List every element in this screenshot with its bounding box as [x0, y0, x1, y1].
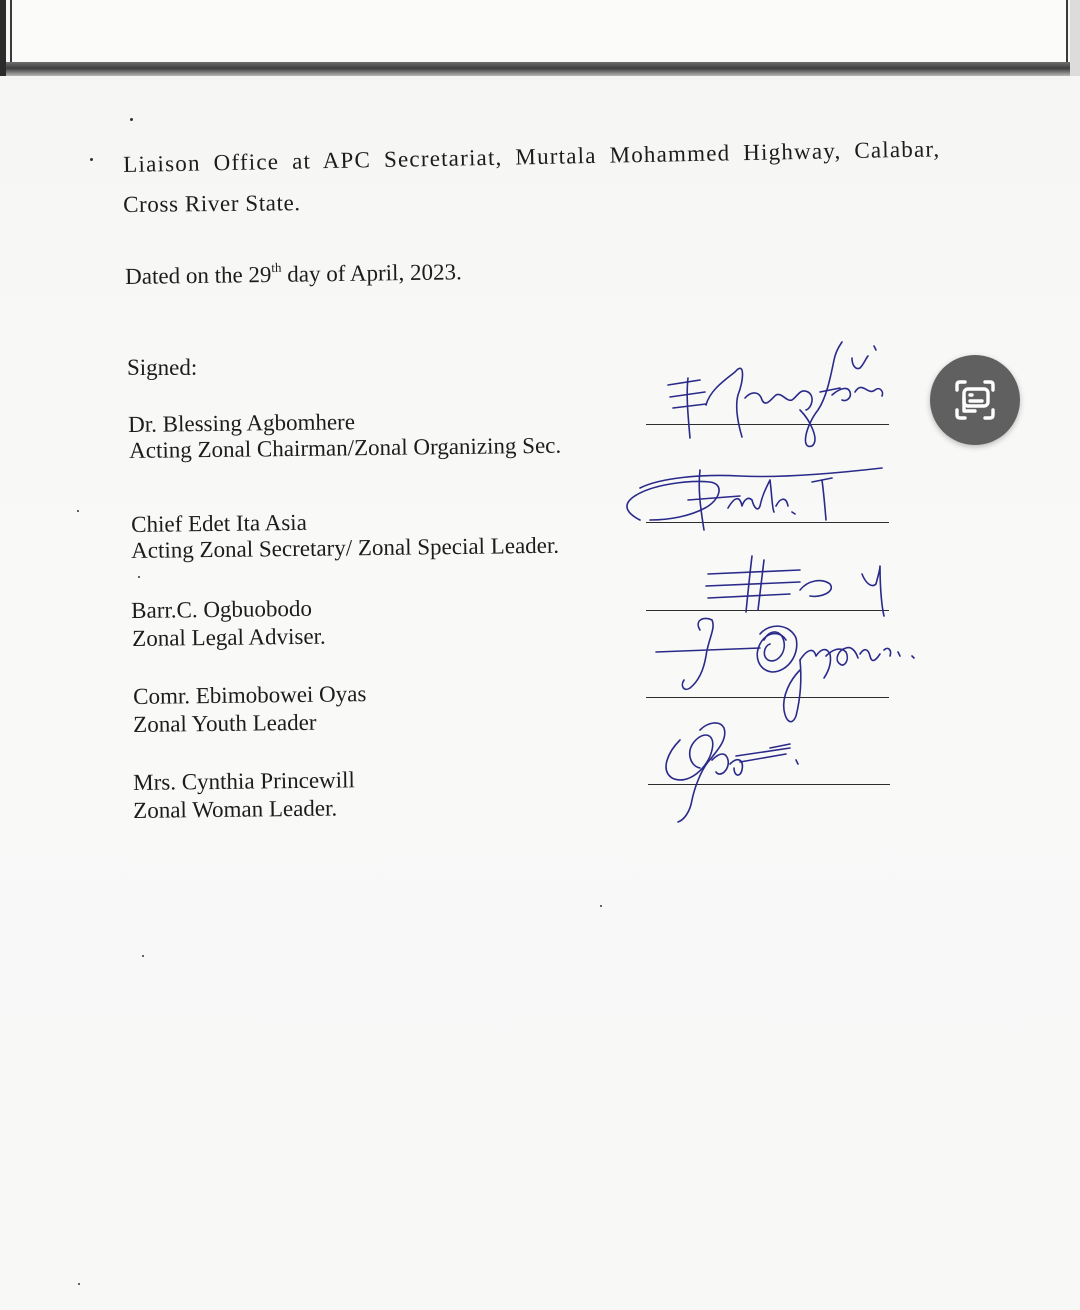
signatory-role: Zonal Youth Leader — [133, 709, 317, 737]
date-prefix: Dated on the 29 — [125, 261, 272, 289]
signature-2 — [627, 468, 882, 530]
dust-speck — [78, 1283, 80, 1285]
signatory-role: Acting Zonal Secretary/ Zonal Special Leader. — [131, 532, 560, 563]
signatory-role: Zonal Legal Adviser. — [132, 623, 326, 651]
address-line-1: Liaison Office at APC Secretariat, Murtala Mohammed Highway, Calabar, — [123, 136, 941, 177]
previous-page-edge — [10, 0, 1068, 66]
date-line — [125, 257, 462, 292]
signatures-group — [600, 330, 930, 830]
live-text-button[interactable] — [930, 355, 1020, 445]
signatory-role: Zonal Woman Leader. — [133, 795, 338, 823]
signatory-role: Acting Zonal Chairman/Zonal Organizing Sec. — [129, 432, 562, 463]
date-ordinal-suffix: th — [271, 259, 282, 275]
signed-label: Signed: — [127, 355, 198, 380]
dust-speck — [77, 510, 79, 512]
signature-4 — [656, 618, 914, 721]
signatory-name: Dr. Blessing Agbomhere — [128, 409, 356, 437]
date-rest: day of April, 2023. — [281, 259, 462, 287]
signature-5 — [666, 723, 798, 822]
dust-speck — [138, 576, 140, 578]
dust-speck — [130, 118, 133, 121]
signatory-name: Mrs. Cynthia Princewill — [133, 767, 356, 795]
signatory-name: Chief Edet Ita Asia — [131, 509, 307, 537]
page-right-edge — [1070, 0, 1080, 80]
signature-1 — [668, 342, 883, 446]
dust-speck — [90, 158, 93, 161]
address-line-2: Cross River State. — [123, 190, 301, 217]
live-text-icon — [949, 374, 1001, 426]
dust-speck — [142, 955, 144, 957]
dust-speck — [600, 905, 602, 907]
signatory-name: Comr. Ebimobowei Oyas — [133, 681, 367, 709]
signatory-name: Barr.C. Ogbuobodo — [131, 595, 313, 623]
page-shadow-edge — [0, 0, 6, 80]
signature-3 — [706, 556, 884, 616]
